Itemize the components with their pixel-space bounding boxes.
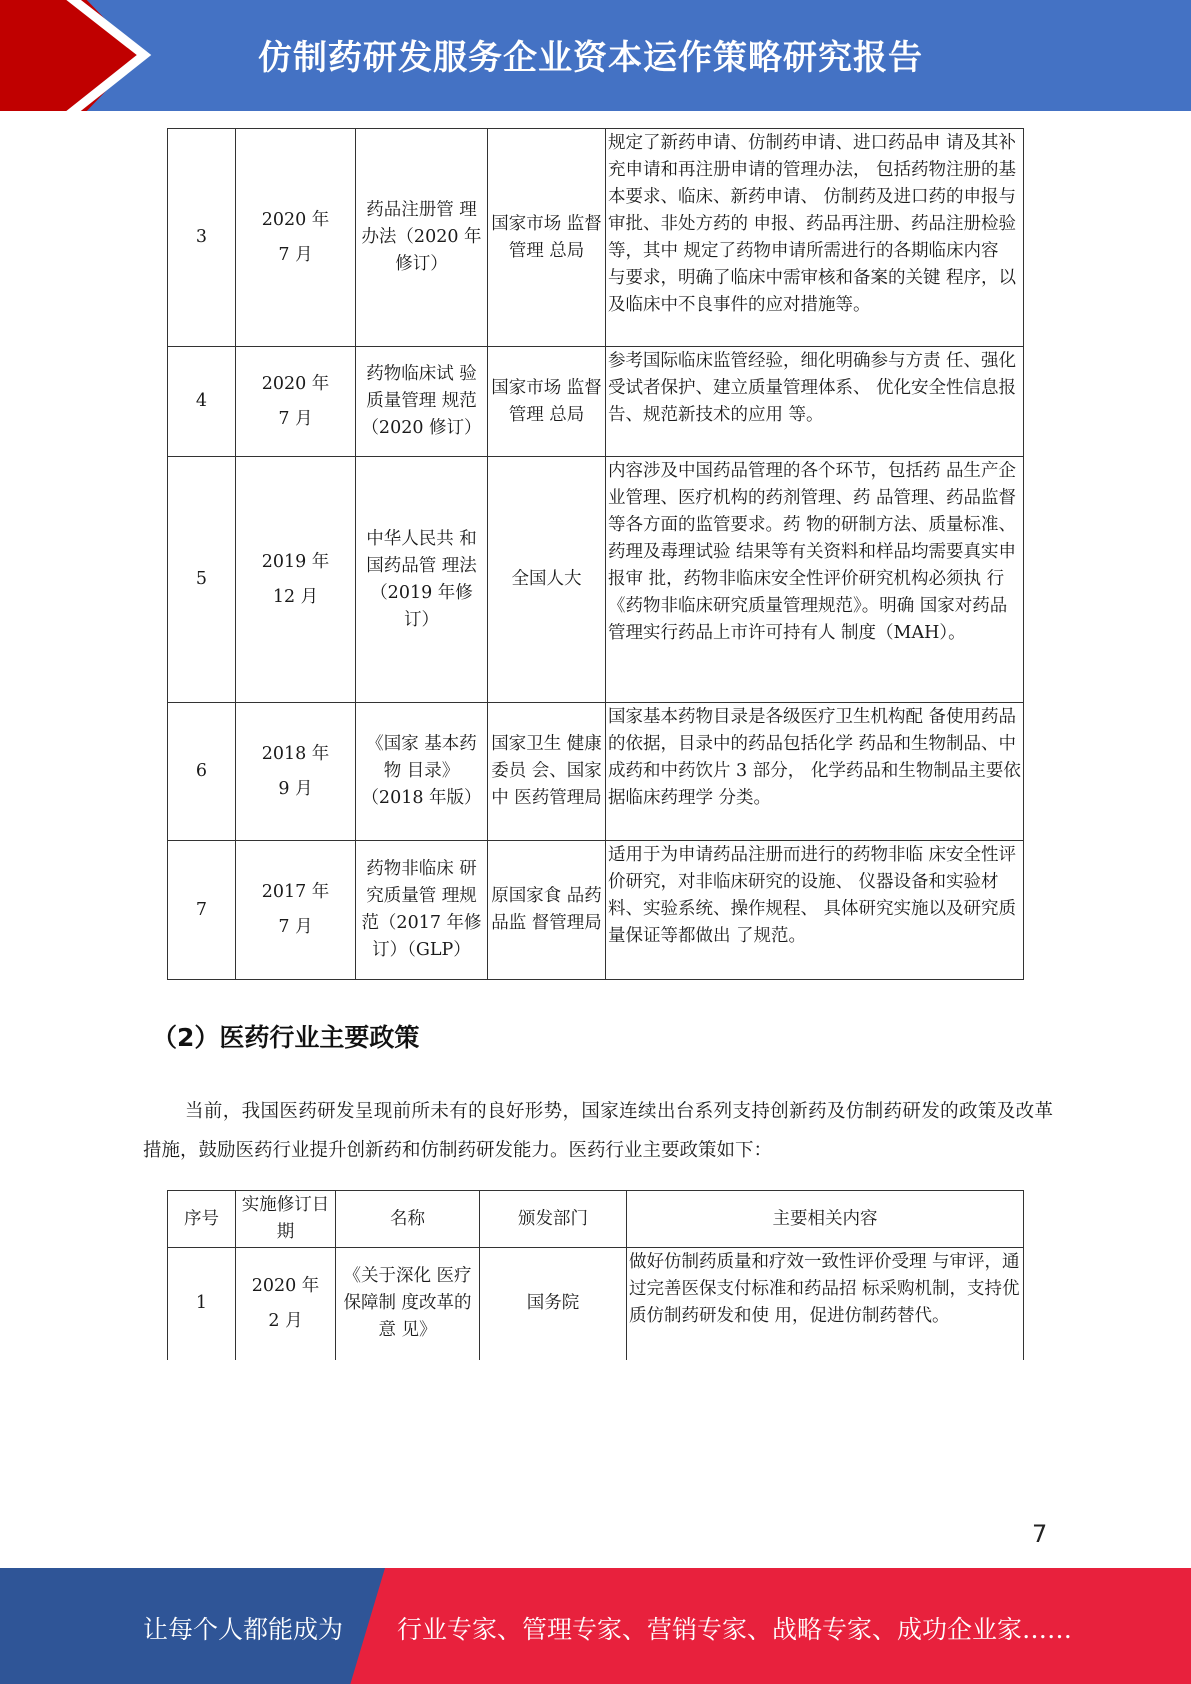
row-name: 《国家 基本药物 目录》（2018 年版）	[356, 703, 488, 841]
row-date	[236, 841, 356, 980]
header-name: 名称	[336, 1191, 480, 1248]
policies-table	[167, 1190, 1024, 1360]
row-dept: 全国人大	[488, 457, 606, 703]
row-name: 药物临床试 验质量管理 规范（2020 修订）	[356, 347, 488, 457]
table-row	[168, 703, 1024, 841]
header-banner	[0, 0, 1191, 111]
date-year: 2020 年	[261, 373, 330, 394]
row-date	[236, 1248, 336, 1360]
date-month: 9 月	[278, 778, 313, 799]
table-row	[168, 1248, 1024, 1360]
header-chevron-icon	[0, 0, 160, 111]
row-content: 做好仿制药质量和疗效一致性评价受理 与审评，通过完善医保支付标准和药品招 标采购机制，支持优质仿制药研发和使 用，促进仿制药替代。	[627, 1248, 1024, 1360]
date-month: 7 月	[278, 408, 313, 429]
row-dept: 国务院	[480, 1248, 627, 1360]
table-row	[168, 841, 1024, 980]
row-number: 1	[168, 1248, 236, 1360]
row-date	[236, 457, 356, 703]
row-content: 内容涉及中国药品管理的各个环节，包括药 品生产企业管理、医疗机构的药剂管理、药 品管理、药品监督等各方面的监管要求。药 物的研制方法、质量标准、药理及毒理试验 结果等有关资料和样品均需要真实申报审 批，药物非临床安全性评价研究机构必须执 行《药物非临床研究质量管理规范》。明确 国家对药品管理实行药品上市许可持有人 制度（MAH）。	[606, 457, 1024, 703]
row-number: 5	[168, 457, 236, 703]
row-name: 《关于深化 医疗保障制 度改革的意 见》	[336, 1248, 480, 1360]
footer-slogan-left: 让每个人都能成为	[143, 1615, 344, 1644]
table-row	[168, 129, 1024, 347]
row-name: 药品注册管 理办法（2020 年修订）	[356, 129, 488, 347]
row-dept: 国家卫生 健康委员 会、国家中 医药管理局	[488, 703, 606, 841]
row-content: 国家基本药物目录是各级医疗卫生机构配 备使用药品的依据，目录中的药品包括化学 药品和生物制品、中成药和中药饮片 3 部分， 化学药品和生物制品主要依据临床药理学 分类。	[606, 703, 1024, 841]
date-month: 7 月	[278, 917, 313, 937]
regulations-table	[167, 128, 1024, 980]
date-year: 2018 年	[261, 743, 330, 764]
row-dept: 原国家食 品药品监 督管理局	[488, 841, 606, 980]
row-name: 中华人民共 和国药品管 理法（2019 年修订）	[356, 457, 488, 703]
row-name: 药物非临床 研究质量管 理规范（2017 年修订）（GLP）	[356, 841, 488, 980]
date-year: 2017 年	[261, 882, 330, 902]
row-number: 6	[168, 703, 236, 841]
section-heading: （2）医药行业主要政策	[152, 1023, 420, 1052]
row-content: 参考国际临床监管经验，细化明确参与方责 任、强化受试者保护、建立质量管理体系、 优化安全性信息报告、规范新技术的应用 等。	[606, 347, 1024, 457]
row-date	[236, 703, 356, 841]
table-row	[168, 457, 1024, 703]
page-number: 7	[1032, 1520, 1048, 1548]
table-header-row	[168, 1191, 1024, 1248]
date-month: 12 月	[272, 586, 319, 607]
row-date	[236, 129, 356, 347]
date-month: 2 月	[268, 1310, 303, 1331]
row-dept: 国家市场 监督管理 总局	[488, 129, 606, 347]
row-number: 7	[168, 841, 236, 980]
date-year: 2019 年	[261, 551, 330, 572]
row-content: 规定了新药申请、仿制药申请、进口药品申 请及其补充申请和再注册申请的管理办法， 包括药物注册的基本要求、临床、新药申请、 仿制药及进口药的申报与审批、非处方药的 申报、药品再注册、药品注册检验等，其中 规定了药物申请所需进行的各期临床内容 与要求，明确了临床中需审核和备案的关键 程序，以及临床中不良事件的应对措施等。	[606, 129, 1024, 347]
date-month: 7 月	[278, 244, 313, 265]
date-year: 2020 年	[251, 1275, 320, 1296]
row-date	[236, 347, 356, 457]
header-dept: 颁发部门	[480, 1191, 627, 1248]
footer-banner	[0, 1568, 1191, 1684]
row-content: 适用于为申请药品注册而进行的药物非临 床安全性评价研究，对非临床研究的设施、 仪器设备和实验材料、实验系统、操作规程、 具体研究实施以及研究质量保证等都做出 了规范。	[606, 841, 1024, 980]
row-dept: 国家市场 监督管理 总局	[488, 347, 606, 457]
header-date: 实施修订日期	[236, 1191, 336, 1248]
row-number: 4	[168, 347, 236, 457]
header-content: 主要相关内容	[627, 1191, 1024, 1248]
row-number: 3	[168, 129, 236, 347]
footer-slogan-right: 行业专家、管理专家、营销专家、战略专家、成功企业家……	[397, 1615, 1073, 1644]
date-year: 2020 年	[261, 209, 330, 230]
header-no: 序号	[168, 1191, 236, 1248]
table-row	[168, 347, 1024, 457]
section-paragraph: 当前，我国医药研发呈现前所未有的良好形势，国家连续出台系列支持创新药及仿制药研发的政策及改革措施，鼓励医药行业提升创新药和仿制药研发能力。医药行业主要政策如下：	[143, 1101, 1053, 1161]
report-title: 仿制药研发服务企业资本运作策略研究报告	[258, 38, 923, 78]
